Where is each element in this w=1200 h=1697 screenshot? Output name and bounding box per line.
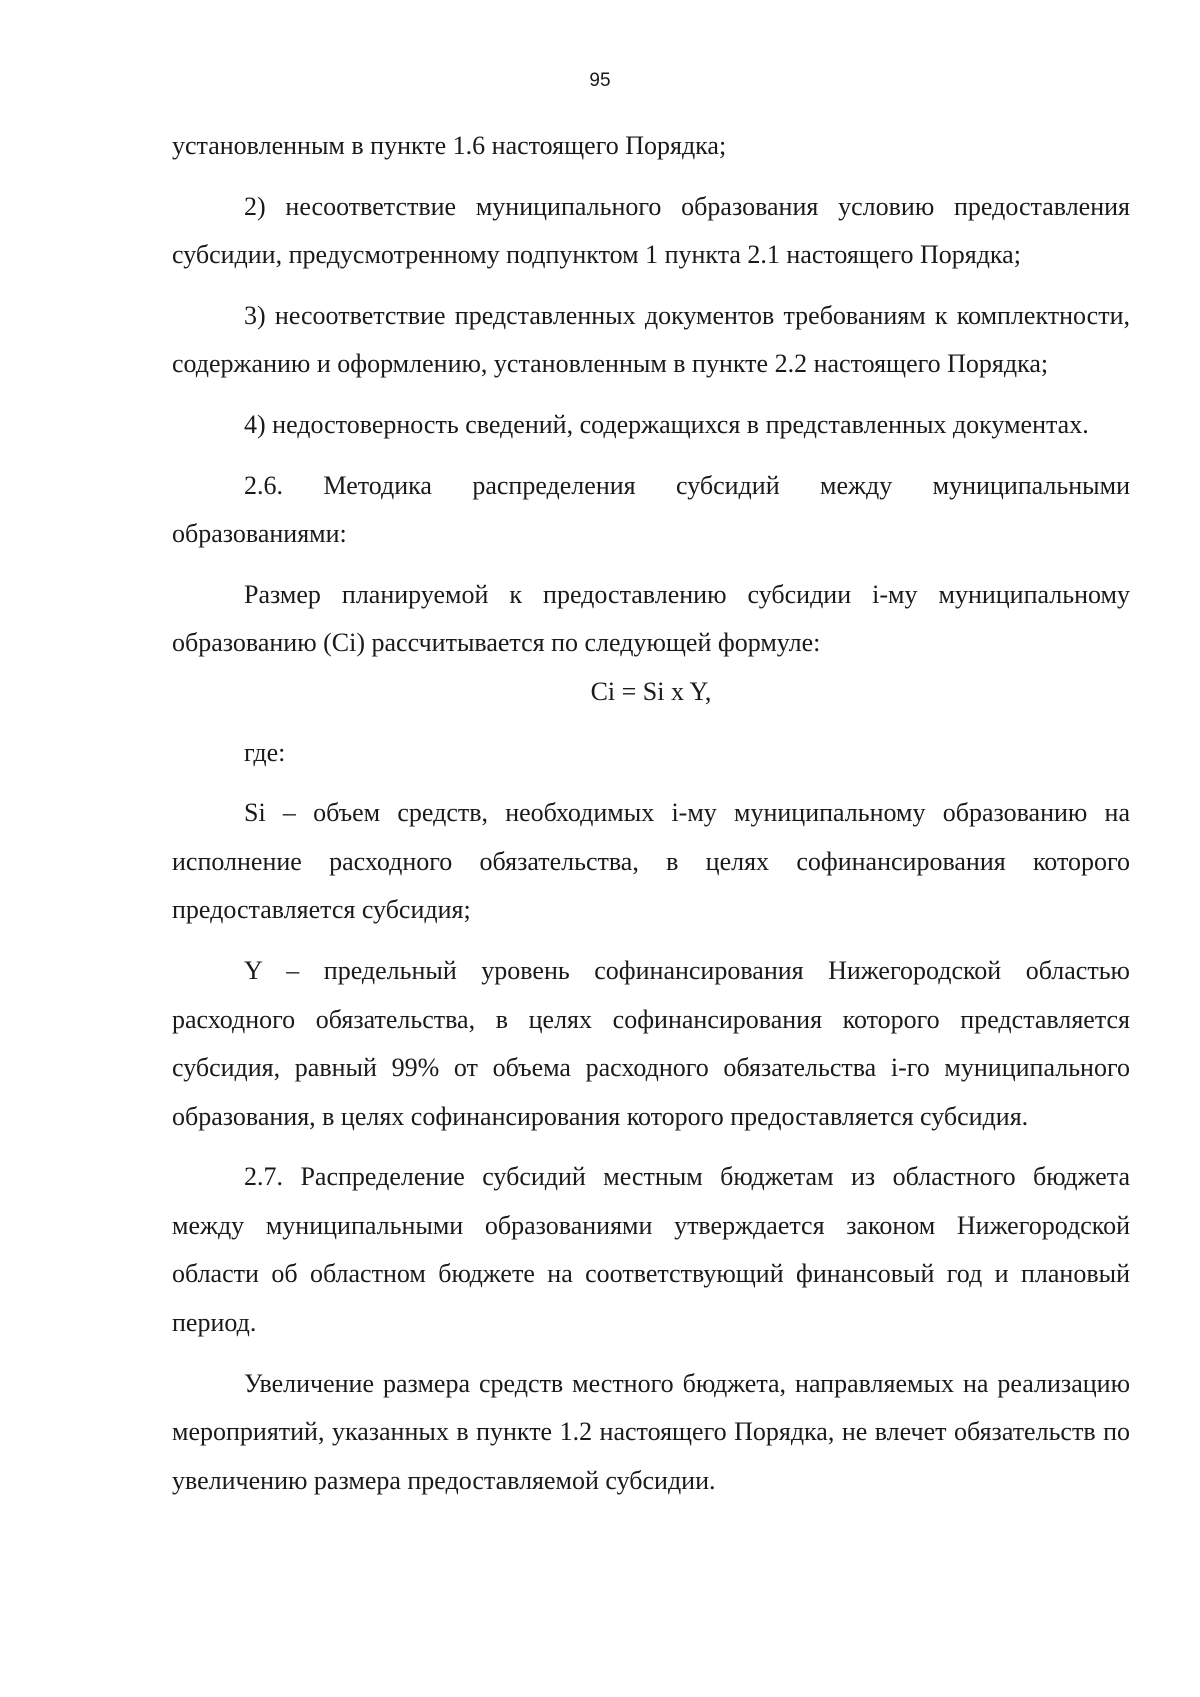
list-item-3: 3) несоответствие представленных документов требованиям к комплектности, содержанию и оформлению, установленным в пункте 2.2 настоящего Порядка;	[172, 300, 1130, 379]
page-number: 95	[589, 70, 611, 91]
si-definition: Si – объем средств, необходимых i-му муниципальному образованию на исполнение расходного обязательства, в целях софинансирования которого предоставляется субсидия;	[172, 798, 1130, 925]
formula: Ci = Si x Y,	[590, 676, 712, 706]
y-definition: Y – предельный уровень софинансирования Нижегородской областью расходного обязательства, в целях софинансирования которого представляется субсидия, равный 99% от объема расходного обязательства i-го муниципального образования, в целях софинансирования которого предоставляется субсидия.	[172, 955, 1130, 1131]
list-item-2: 2) несоответствие муниципального образования условию предоставления субсидии, предусмотренному подпунктом 1 пункта 2.1 настоящего Порядка;	[172, 191, 1130, 270]
section-2-7-paragraph: 2.7. Распределение субсидий местным бюджетам из областного бюджета между муниципальными образованиями утверждается законом Нижегородской области об областном бюджете на соответствующий финансовый год и плановый период.	[172, 1162, 1130, 1338]
where-label: где:	[244, 737, 286, 767]
budget-increase-paragraph: Увеличение размера средств местного бюджета, направляемых на реализацию мероприятий, указанных в пункте 1.2 настоящего Порядка, не влечет обязательств по увеличению размера предоставляемой субсидии.	[172, 1368, 1130, 1495]
subsidy-size-paragraph: Размер планируемой к предоставлению субсидии i-му муниципальному образованию (Ci) рассчитывается по следующей формуле:	[172, 579, 1130, 658]
section-2-6-heading: 2.6. Методика распределения субсидий между муниципальными образованиями:	[172, 470, 1130, 549]
paragraph-continuation: установленным в пункте 1.6 настоящего Порядка;	[172, 131, 727, 160]
list-item-4: 4) недостоверность сведений, содержащихся в представленных документах.	[244, 409, 1089, 439]
document-body	[172, 122, 1130, 1505]
